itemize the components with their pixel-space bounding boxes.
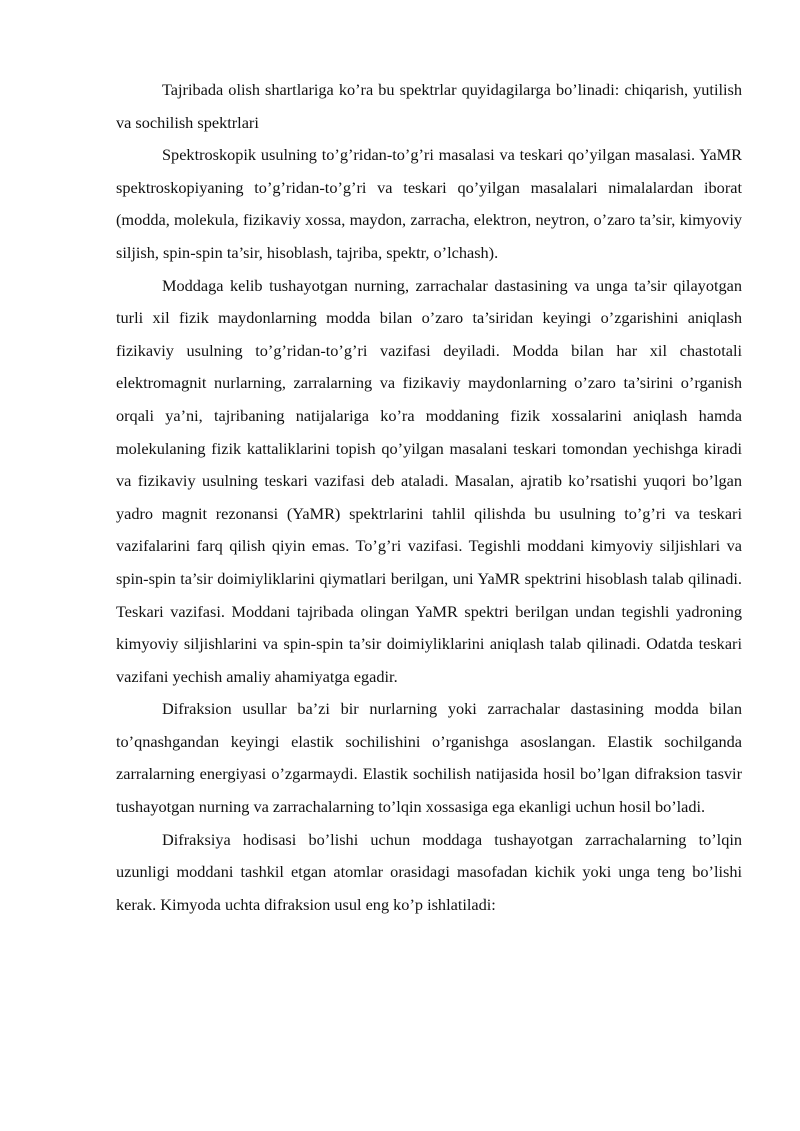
document-body [116,74,742,921]
paragraph-diffraction-condition: Difraksiya hodisasi bo’lishi uchun moddaga tushayotgan zarrachalarning to’lqin uzunligi moddani tashkil etgan atomlar orasidagi masofadan kichik yoki unga teng bo’lishi kerak. Kimyoda uchta difraksion usul eng ko’p ishlatiladi: [116,829,742,914]
paragraph-diffraction-methods: Difraksion usullar ba’zi bir nurlarning yoki zarrachalar dastasining modda bilan to’qnashgandan keyingi elastik sochilishini o’rganishga asoslangan. Elastik sochilganda zarralarning energiyasi o’zgarmaydi. Elastik sochilish natijasida hosil bo’lgan difraksion tasvir tushayotgan nurning va zarrachalarning to’lqin xossasiga ega ekanligi uchun hosil bo’ladi. [116,699,742,817]
paragraph-direct-inverse-problem: Spektroskopik usulning to’g’ridan-to’g’ri masalasi va teskari qo’yilgan masalasi. YaMR spektroskopiyaning to’g’ridan-to’g’ri va teskari qo’yilgan masalalari nimalalardan iborat (modda, molekula, fizikaviy xossa, maydon, zarracha, elektron, neytron, o’zaro ta’sir, kimyoviy siljish, spin-spin ta’sir, hisoblash, tajriba, spektr, o’lchash). [116,145,742,262]
paragraph-physical-method-tasks: Moddaga kelib tushayotgan nurning, zarrachalar dastasining va unga ta’sir qilayotgan turli xil fizik maydonlarning modda bilan o’zaro ta’siridan keyingi o’zgarishini aniqlash fizikaviy usulning to’g’ridan-to’g’ri vazifasi deyiladi. Modda bilan har xil chastotali elektromagnit nurlarning, zarralarning va fizikaviy maydonlarning o’zaro ta’sirini o’rganish orqali ya’ni, tajribaning natijalariga ko’ra moddaning fizik xossalarini aniqlash hamda molekulaning fizik kattaliklarini topish qo’yilgan masalani teskari tomondan yechishga kiradi va fizikaviy usulning teskari vazifasi deb ataladi. Masalan, ajratib ko’rsatishi yuqori bo’lgan yadro magnit rezonansi (YaMR) spektrlarini tahlil qilishda bu usulning to’g’ri va teskari vazifalarini farq qilish qiyin emas. To’g’ri vazifasi. Tegishli moddani kimyoviy siljishlari va spin-spin ta’sir doimiyliklarini qiymatlari berilgan, uni YaMR spektrini hisoblash talab qilinadi. Teskari vazifasi. Moddani tajribada olingan YaMR spektri berilgan undan tegishli yadroning kimyoviy siljishlarini va spin-spin ta’sir doimiyliklarini aniqlash talab qilinadi. Odatda teskari vazifani yechish amaliy ahamiyatga egadir. [116,275,742,686]
paragraph-spectra-types: Tajribada olish shartlariga ko’ra bu spektrlar quyidagilarga bo’linadi: chiqarish, yutilish va sochilish spektrlari [116,80,742,132]
